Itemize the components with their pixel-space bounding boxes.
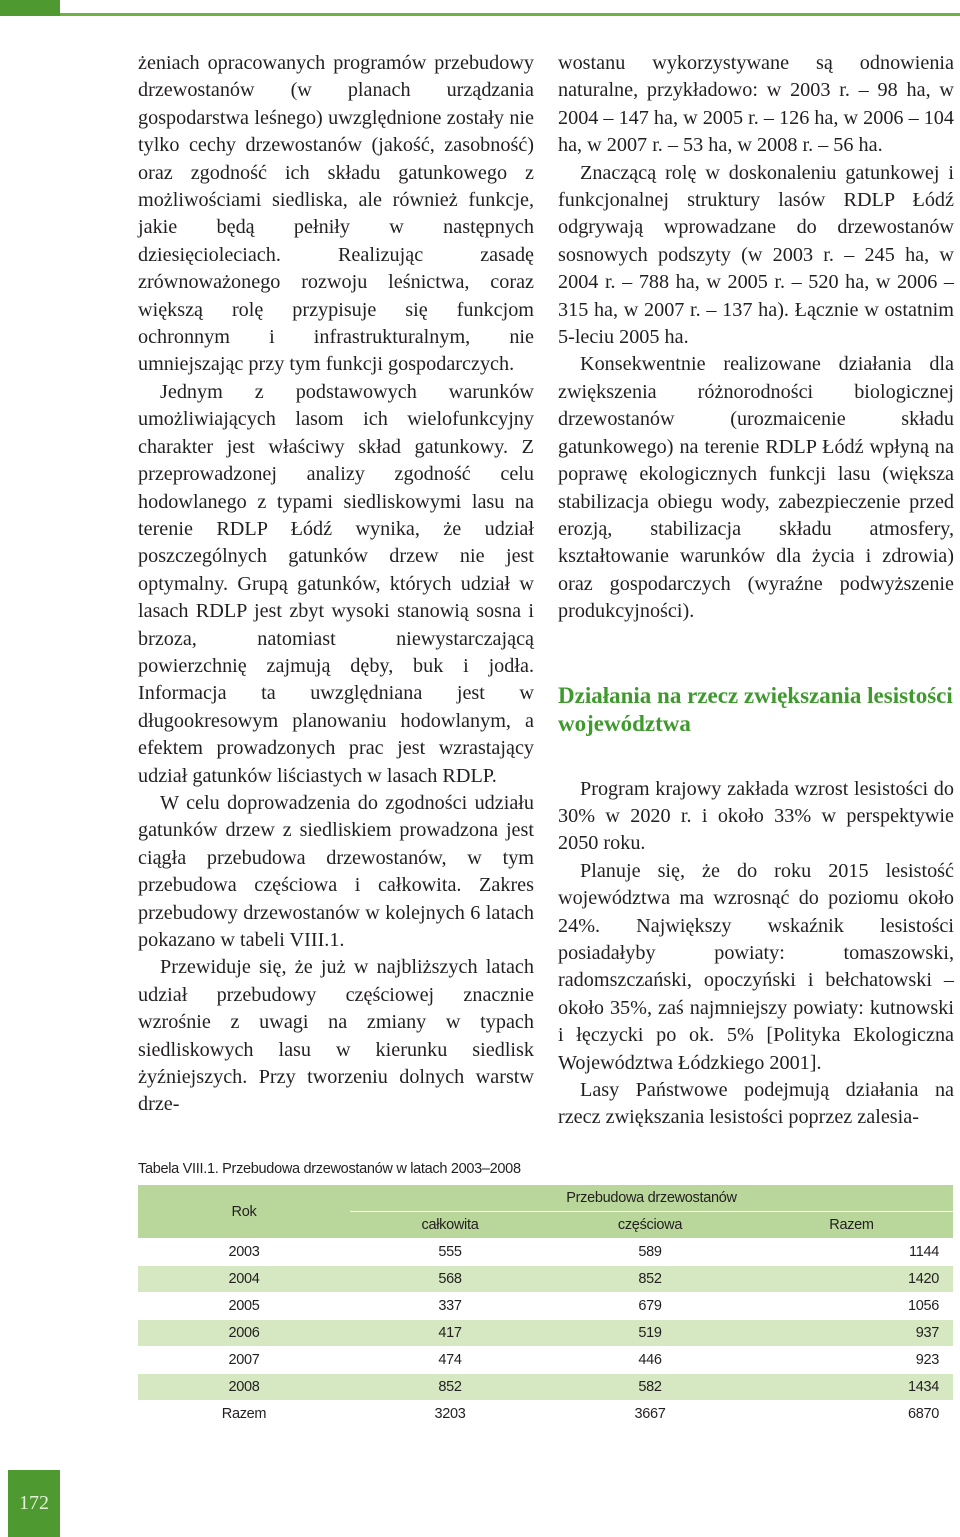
reconstruction-table (138, 1185, 953, 1428)
header-calkowita: całkowita (350, 1212, 550, 1239)
cell-calkowita: 474 (350, 1347, 550, 1374)
paragraph: Program krajowy zakłada wzrost lesistości do 30% w 2020 r. i około 33% w perspektywie 2050 roku. (558, 777, 954, 855)
cell-rok: 2008 (138, 1374, 350, 1401)
cell-calkowita: 3203 (350, 1401, 550, 1428)
header-czesciowa: częściowa (550, 1212, 750, 1239)
header-rule (60, 13, 960, 16)
paragraph: wostanu wykorzystywane są odnowienia naturalne, przykładowo: w 2003 r. – 98 ha, w 2004 – 147 ha, w 2005 r. – 126 ha, w 2006 – 104 ha, w 2007 r. – 53 ha, w 2008 r. – 56 ha. (558, 52, 954, 157)
table-row (138, 1374, 953, 1401)
cell-czesciowa: 589 (550, 1239, 750, 1266)
table-caption: Tabela VIII.1. Przebudowa drzewostanów w latach 2003–2008 (138, 1161, 521, 1177)
cell-czesciowa: 519 (550, 1320, 750, 1347)
cell-razem: 937 (750, 1320, 953, 1347)
cell-czesciowa: 679 (550, 1293, 750, 1320)
section-heading: Działania na rzecz zwiększania lesistości województwa (558, 682, 953, 736)
cell-razem: 1434 (750, 1374, 953, 1401)
paragraph: Konsekwentnie realizowane działania dla zwiększenia różnorodności biologicznej drzewostanów (urozmaicenie składu gatunkowego) na terenie RDLP Łódź wpłyną na poprawę ekologicznych funkcji lasu (większa stabilizacja obiegu wody, zabezpieczenie przed erozją, stabilizacja składu atmosfery, kształtowanie warunków dla życia i zdrowia) oraz gospodarczych (wyraźne podwyższenie produkcyjności). (558, 353, 954, 623)
cell-rok: 2005 (138, 1293, 350, 1320)
cell-rok: 2007 (138, 1347, 350, 1374)
paragraph: W celu doprowadzenia do zgodności udziału gatunków drzew z siedliskiem prowadzona jest ciągła przebudowa drzewostanów, w tym przebudowa częściowa i całkowita. Zakres przebudowy drzewostanów w kolejnych 6 latach pokazano w tabeli VIII.1. (138, 791, 534, 951)
cell-razem: 6870 (750, 1401, 953, 1428)
paragraph: Planuje się, że do roku 2015 lesistość województwa ma wzrosnąć do poziomu około 24%. Największy wskaźnik lesistości posiadałyby powiaty: tomaszowski, radomszczański, opoczyński i bełchatowski – około 35%, zaś najmniejszy powiaty: kutnowski i łęczycki po ok. 5% [Polityka Ekologiczna Województwa Łódzkiego 2001]. (558, 859, 954, 1074)
cell-rok: 2003 (138, 1239, 350, 1266)
header-group: Przebudowa drzewostanów (350, 1185, 953, 1212)
cell-rok: 2004 (138, 1266, 350, 1293)
cell-razem: 1144 (750, 1239, 953, 1266)
cell-razem: 1056 (750, 1293, 953, 1320)
right-text-column (558, 50, 954, 1132)
table-row (138, 1266, 953, 1293)
table-row-total (138, 1401, 953, 1428)
cell-razem: 1420 (750, 1266, 953, 1293)
header-rok: Rok (138, 1185, 350, 1239)
cell-czesciowa: 3667 (550, 1401, 750, 1428)
paragraph: Lasy Państwowe podejmują działania na rzecz zwiększania lesistości poprzez zalesia- (558, 1079, 954, 1129)
cell-czesciowa: 852 (550, 1266, 750, 1293)
header-accent-block (0, 0, 60, 16)
paragraph: Przewiduje się, że już w najbliższych latach udział przebudowy częściowej znacznie wzrośnie z uwagi na zmiany w typach siedliskowych lasu w kierunku siedlisk żyźniejszych. Przy tworzeniu dolnych warstw drze- (138, 956, 534, 1116)
cell-czesciowa: 582 (550, 1374, 750, 1401)
table-row (138, 1320, 953, 1347)
paragraph: żeniach opracowanych programów przebudowy drzewostanów (w planach urządzania gospodarstwa leśnego) uwzględnione zostały nie tylko cechy drzewostanów (jakość, zasobność) oraz zgodność ich składu gatunkowego z możliwościami siedliska, ale również funkcje, jakie będą pełniły w następnych dziesięcioleciach. Realizując zasadę zrównoważonego rozwoju leśnictwa, coraz większą rolę przypisuje się funkcjom ochronnym i infrastrukturalnym, nie umniejszając przy tym funkcji gospodarczych. (138, 52, 534, 376)
cell-calkowita: 337 (350, 1293, 550, 1320)
paragraph: Znaczącą rolę w doskonaleniu gatunkowej i funkcjonalnej struktury lasów RDLP Łódź odgrywają wprowadzane do drzewostanów sosnowych podszyty (w 2003 r. – 245 ha, w 2004 r. – 788 ha, w 2005 r. – 520 ha, w 2006 – 315 ha, w 2007 r. – 137 ha). Łącznie w ostatnim 5-leciu 2005 ha. (558, 161, 954, 349)
cell-rok: Razem (138, 1401, 350, 1428)
cell-calkowita: 417 (350, 1320, 550, 1347)
table-row (138, 1293, 953, 1320)
cell-calkowita: 852 (350, 1374, 550, 1401)
table-row (138, 1347, 953, 1374)
cell-czesciowa: 446 (550, 1347, 750, 1374)
cell-calkowita: 555 (350, 1239, 550, 1266)
table-row (138, 1239, 953, 1266)
cell-rok: 2006 (138, 1320, 350, 1347)
cell-calkowita: 568 (350, 1266, 550, 1293)
left-text-column (138, 50, 534, 1119)
cell-razem: 923 (750, 1347, 953, 1374)
page-number: 172 (8, 1470, 60, 1537)
paragraph: Jednym z podstawowych warunków umożliwiających lasom ich wielofunkcyjny charakter jest właściwy skład gatunkowy. Z przeprowadzonej analizy zgodność celu hodowlanego z typami siedliskowymi lasu na terenie RDLP Łódź wynika, że udział poszczególnych gatunków drzew nie jest optymalny. Grupą gatunków, których udział w lasach RDLP jest zbyt wysoki stanowią sosna i brzoza, natomiast niewystarczającą powierzchnię zajmują dęby, buk i jodła. Informacja ta uwzględniana jest w długookresowym planowaniu hodowlanym, a efektem prowadzonych prac jest wzrastający udział gatunków liściastych w lasach RDLP. (138, 380, 534, 787)
header-razem: Razem (750, 1212, 953, 1239)
